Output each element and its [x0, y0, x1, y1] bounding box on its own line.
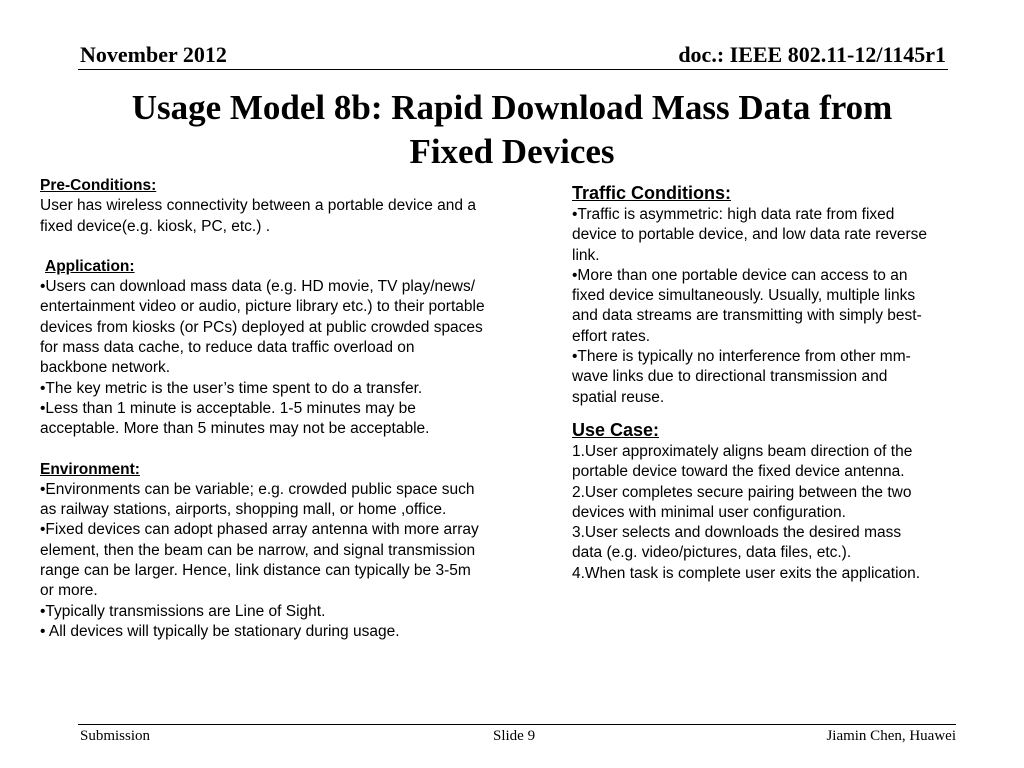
environment-line: •Typically transmissions are Line of Sight. [40, 602, 326, 620]
traffic-line: spatial reuse. [572, 388, 665, 406]
application-line: acceptable. More than 5 minutes may not be acceptable. [40, 420, 430, 438]
traffic-line: •There is typically no interference from other mm- [572, 348, 911, 366]
application-line: •Less than 1 minute is acceptable. 1-5 minutes may be [40, 399, 416, 417]
spacer [572, 408, 972, 419]
pre-conditions-line: fixed device(e.g. kiosk, PC, etc.) . [40, 217, 271, 235]
application-line: entertainment video or audio, picture library etc.) to their portable [40, 298, 485, 316]
use-case-heading: Use Case: [572, 419, 660, 440]
spacer [40, 440, 534, 460]
slide-title [0, 86, 1024, 174]
traffic-line: link. [572, 246, 600, 264]
traffic-line: •More than one portable device can access to an [572, 266, 908, 284]
environment-line: element, then the beam can be narrow, and signal transmission [40, 541, 476, 559]
traffic-line: device to portable device, and low data rate reverse [572, 226, 927, 244]
application-line: for mass data cache, to reduce data traffic overload on [40, 339, 415, 357]
application-heading: Application: [45, 257, 135, 275]
application-line: backbone network. [40, 359, 171, 377]
header-date: November 2012 [80, 42, 227, 67]
header-divider [78, 69, 948, 70]
use-case-line: 2.User completes secure pairing between the two [572, 483, 912, 501]
traffic-line: fixed device simultaneously. Usually, multiple links [572, 287, 916, 305]
left-column [40, 176, 534, 642]
application-line: •The key metric is the user’s time spent to do a transfer. [40, 379, 423, 397]
environment-line: range can be larger. Hence, link distance can typically be 3-5m [40, 562, 471, 580]
environment-line: as railway stations, airports, shopping mall, or home ,office. [40, 501, 447, 519]
use-case-line: data (e.g. video/pictures, data files, etc.). [572, 544, 852, 562]
use-case-line: 4.When task is complete user exits the application. [572, 564, 921, 582]
environment-line: or more. [40, 582, 98, 600]
traffic-line: effort rates. [572, 327, 651, 345]
traffic-line: and data streams are transmitting with simply best- [572, 307, 922, 325]
environment-heading: Environment: [40, 460, 140, 478]
use-case-line: 3.User selects and downloads the desired mass [572, 524, 902, 542]
use-case-line: 1.User approximately aligns beam direction of the [572, 442, 913, 460]
right-column [572, 182, 972, 584]
slide-title-line-2: Fixed Devices [409, 132, 615, 171]
traffic-line: wave links due to directional transmission and [572, 368, 888, 386]
spacer [40, 237, 534, 257]
traffic-line: •Traffic is asymmetric: high data rate from fixed [572, 206, 895, 223]
traffic-conditions-heading: Traffic Conditions: [572, 183, 731, 203]
application-line: •Users can download mass data (e.g. HD movie, TV play/news/ [40, 278, 476, 296]
use-case-line: portable device toward the fixed device antenna. [572, 463, 905, 481]
environment-line: •Environments can be variable; e.g. crowded public space such [40, 480, 475, 498]
pre-conditions-heading: Pre-Conditions: [40, 177, 157, 194]
footer-submission: Submission [80, 728, 151, 744]
environment-line: • All devices will typically be stationary during usage. [40, 622, 400, 640]
application-line: devices from kiosks (or PCs) deployed at public crowded spaces [40, 318, 483, 336]
environment-line: •Fixed devices can adopt phased array antenna with more array [40, 521, 479, 539]
footer-divider [78, 724, 956, 725]
footer-slide-number: Slide 9 [493, 728, 536, 744]
use-case-line: devices with minimal user configuration. [572, 503, 846, 521]
pre-conditions-line: User has wireless connectivity between a portable device and a [40, 197, 476, 215]
footer-author: Jiamin Chen, Huawei [826, 728, 956, 744]
header-doc-id: doc.: IEEE 802.11-12/1145r1 [678, 42, 946, 67]
slide-title-line-1: Usage Model 8b: Rapid Download Mass Data from [131, 88, 893, 127]
